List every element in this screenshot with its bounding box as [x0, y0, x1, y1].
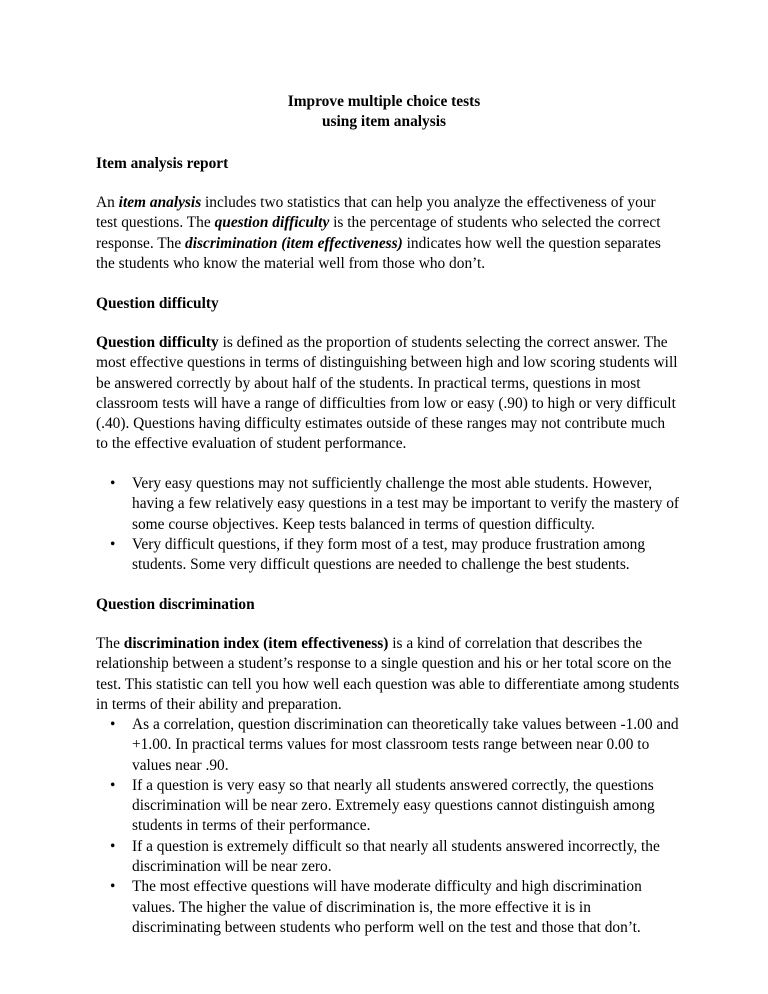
list-item-text: If a question is very easy so that nearly all students answered correctly, the questions discrimination will be near zero. Extremely easy questions cannot distinguish among students in terms of their performance. — [132, 776, 655, 835]
text-run: is the percentage of students who selected the correct response. The — [96, 214, 661, 252]
list-item-text: As a correlation, question discrimination can theoretically take values between -1.00 and +1.00. In practical terms values for most classroom tests range between near 0.00 to values near .90. — [132, 716, 679, 774]
list-item — [96, 776, 680, 837]
section-question-discrimination — [96, 595, 680, 615]
difficulty-paragraph — [96, 333, 680, 455]
text-run: is defined as the proportion of students selecting the correct answer. The most effective questions in terms of distinguishing between high and low scoring students will be answered correctly by about half of the students. In practical terms, questions in most classroom tests will have a range of difficulties from low or easy (.90) to high or very difficult (.40). Questions having difficulty estimates outside of these ranges may not contribute much to the effective evaluation of student performance. — [96, 334, 678, 453]
section-heading-difficulty: Question difficulty — [96, 295, 219, 312]
list-item — [96, 877, 680, 938]
text-run: includes two statistics that can help you analyze the effectiveness of your test questions. The — [96, 194, 656, 232]
list-item — [96, 474, 680, 535]
term-question-difficulty-bold: Question difficulty — [96, 334, 219, 351]
list-item — [96, 715, 680, 776]
term-discrimination-index: discrimination index (item effectiveness) — [123, 635, 389, 652]
text-run: is a kind of correlation that describes the relationship between a student’s response to a single question and his or her total score on the test. This statistic can tell you how well each question was able to differentiate among students in terms of their ability and preparation. — [96, 635, 680, 713]
term-discrimination: discrimination (item effectiveness) — [185, 234, 403, 252]
bullet-icon: • — [110, 535, 116, 553]
term-question-difficulty: question difficulty — [214, 214, 330, 232]
list-item — [96, 535, 680, 576]
difficulty-paragraph-text — [96, 333, 680, 455]
section-heading-report: Item analysis report — [96, 155, 229, 172]
text-run: An — [96, 194, 119, 211]
report-paragraph-text — [96, 193, 680, 274]
difficulty-bullet-list — [96, 474, 680, 575]
discrimination-paragraph-text — [96, 634, 680, 715]
title-line-1: Improve multiple choice tests — [287, 93, 481, 110]
text-run: The — [96, 635, 124, 652]
list-item-text: Very difficult questions, if they form most of a test, may produce frustration among students. Some very difficult questions are needed to challenge the best students. — [132, 535, 646, 574]
bullet-icon: • — [110, 837, 116, 855]
document-title — [0, 92, 768, 133]
section-question-difficulty — [96, 294, 680, 314]
list-item-text: If a question is extremely difficult so that nearly all students answered incorrectly, the discrimination will be near zero. — [132, 837, 660, 876]
discrimination-bullet-list — [96, 715, 680, 938]
report-paragraph — [96, 193, 680, 274]
list-item — [96, 837, 680, 878]
discrimination-paragraph — [96, 634, 680, 715]
section-item-analysis-report — [96, 154, 680, 174]
term-item-analysis: item analysis — [118, 194, 202, 211]
title-line-2: using item analysis — [321, 113, 446, 131]
bullet-icon: • — [110, 878, 116, 896]
text-run: indicates how well the question separates the students who know the material well from those who don’t. — [96, 234, 661, 272]
bullet-icon: • — [110, 475, 116, 492]
list-item-text: The most effective questions will have moderate difficulty and high discrimination values. The higher the value of discrimination is, the more effective it is in discriminating between students who perform well on the test and those that don’t. — [132, 878, 642, 936]
list-item-text: Very easy questions may not sufficiently challenge the most able students. However, having a few relatively easy questions in a test may be important to verify the mastery of some course objectives. Keep tests balanced in terms of question difficulty. — [132, 475, 680, 533]
bullet-icon: • — [110, 716, 116, 733]
bullet-icon: • — [110, 776, 116, 794]
section-heading-discrimination: Question discrimination — [96, 596, 255, 613]
